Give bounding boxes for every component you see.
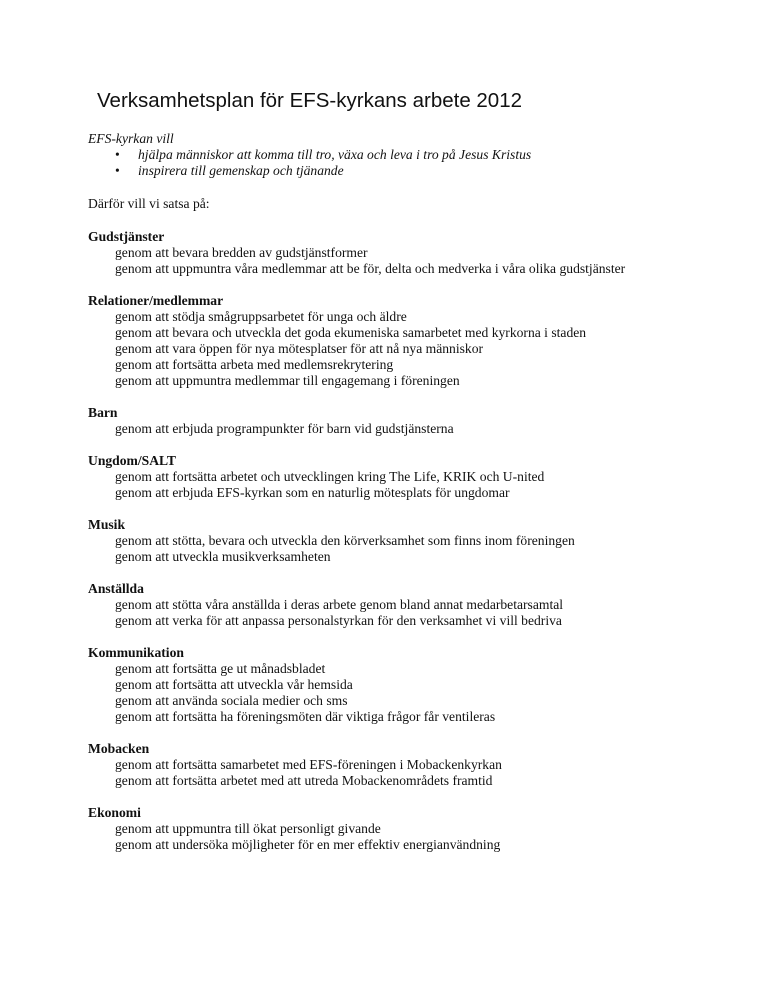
section-heading: Gudstjänster bbox=[88, 229, 165, 244]
section-items bbox=[88, 469, 728, 501]
section-items bbox=[88, 421, 728, 437]
goal-text: inspirera till gemenskap och tjänande bbox=[138, 163, 344, 178]
section-item: genom att bevara och utveckla det goda ekumeniska samarbetet med kyrkorna i staden bbox=[115, 325, 587, 340]
section-item: genom att stötta våra anställda i deras arbete genom bland annat medarbetarsamtal bbox=[115, 597, 564, 612]
document-title: Verksamhetsplan för EFS-kyrkans arbete 2012 bbox=[97, 89, 523, 112]
section-musik bbox=[88, 517, 728, 565]
section-barn bbox=[88, 405, 728, 437]
goal-item bbox=[88, 147, 728, 163]
goal-text: hjälpa människor att komma till tro, växa och leva i tro på Jesus Kristus bbox=[138, 147, 532, 162]
section-items bbox=[88, 757, 728, 789]
section-item: genom att fortsätta samarbetet med EFS-föreningen i Mobackenkyrkan bbox=[115, 757, 502, 772]
section-heading: Ekonomi bbox=[88, 805, 141, 820]
section-items bbox=[88, 245, 728, 277]
section-heading: Barn bbox=[88, 405, 118, 420]
section-item: genom att utveckla musikverksamheten bbox=[115, 549, 331, 564]
section-items bbox=[88, 661, 728, 725]
section-heading: Relationer/medlemmar bbox=[88, 293, 224, 308]
section-heading: Anställda bbox=[88, 581, 144, 596]
section-item: genom att använda sociala medier och sms bbox=[115, 693, 348, 708]
section-item: genom att vara öppen för nya mötesplatser för att nå nya människor bbox=[115, 341, 484, 356]
bullet-icon: • bbox=[115, 163, 120, 178]
section-relationer-medlemmar bbox=[88, 293, 728, 389]
section-item: genom att uppmuntra våra medlemmar att be för, delta och medverka i våra olika gudstjänster bbox=[115, 261, 626, 276]
section-item: genom att fortsätta arbetet och utvecklingen kring The Life, KRIK och U-nited bbox=[115, 469, 545, 484]
section-item: genom att fortsätta arbeta med medlemsrekrytering bbox=[115, 357, 394, 372]
section-heading: Musik bbox=[88, 517, 126, 532]
section-ungdom-salt bbox=[88, 453, 728, 501]
section-item: genom att undersöka möjligheter för en mer effektiv energianvändning bbox=[115, 837, 501, 852]
section-item: genom att fortsätta arbetet med att utreda Mobackenområdets framtid bbox=[115, 773, 493, 788]
section-item: genom att erbjuda programpunkter för barn vid gudstjänsterna bbox=[115, 421, 454, 436]
section-heading: Kommunikation bbox=[88, 645, 184, 660]
section-item: genom att fortsätta ha föreningsmöten där viktiga frågor får ventileras bbox=[115, 709, 496, 724]
document-body bbox=[88, 131, 728, 853]
section-item: genom att uppmuntra medlemmar till engagemang i föreningen bbox=[115, 373, 460, 388]
goal-list bbox=[88, 147, 728, 179]
section-items bbox=[88, 821, 728, 853]
section-mobacken bbox=[88, 741, 728, 789]
section-item: genom att fortsätta att utveckla vår hemsida bbox=[115, 677, 353, 692]
lead-in-text: Därför vill vi satsa på: bbox=[88, 196, 210, 211]
section-item: genom att stödja smågruppsarbetet för unga och äldre bbox=[115, 309, 407, 324]
section-kommunikation bbox=[88, 645, 728, 725]
section-gudstjanster bbox=[88, 229, 728, 277]
goal-item bbox=[88, 163, 728, 179]
section-items bbox=[88, 597, 728, 629]
section-item: genom att uppmuntra till ökat personligt givande bbox=[115, 821, 381, 836]
intro-line: EFS-kyrkan vill bbox=[88, 131, 174, 146]
section-item: genom att bevara bredden av gudstjänstformer bbox=[115, 245, 368, 260]
section-item: genom att fortsätta ge ut månadsbladet bbox=[115, 661, 326, 676]
section-item: genom att stötta, bevara och utveckla den körverksamhet som finns inom föreningen bbox=[115, 533, 575, 548]
section-heading: Mobacken bbox=[88, 741, 150, 756]
section-heading: Ungdom/SALT bbox=[88, 453, 176, 468]
bullet-icon: • bbox=[115, 147, 120, 162]
section-ekonomi bbox=[88, 805, 728, 853]
section-items bbox=[88, 533, 728, 565]
section-items bbox=[88, 309, 728, 389]
section-item: genom att verka för att anpassa personalstyrkan för den verksamhet vi vill bedriva bbox=[115, 613, 562, 628]
section-anstallda bbox=[88, 581, 728, 629]
section-item: genom att erbjuda EFS-kyrkan som en naturlig mötesplats för ungdomar bbox=[115, 485, 510, 500]
